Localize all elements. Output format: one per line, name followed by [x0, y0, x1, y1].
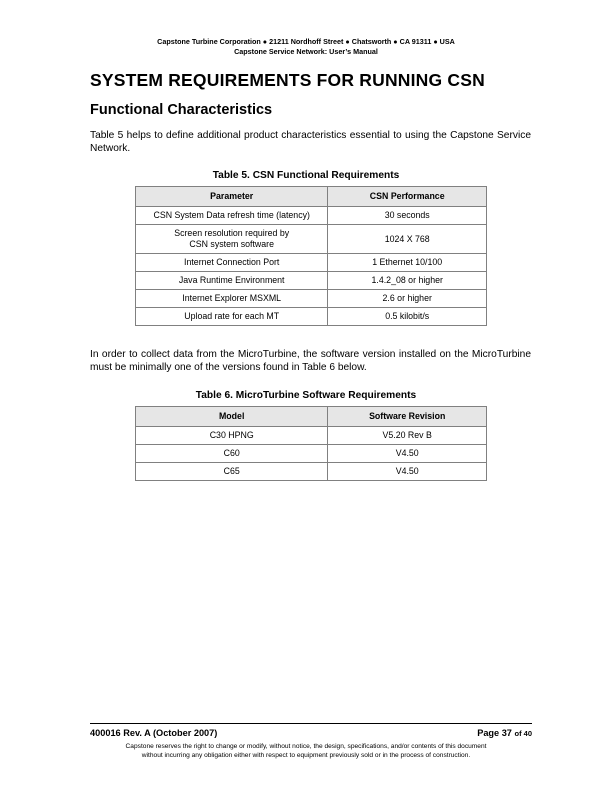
table-header-cell: Software Revision [328, 407, 487, 427]
table-cell: 1 Ethernet 10/100 [328, 254, 487, 272]
disclaimer-line: without incurring any obligation either with respect to equipment previously sold or in the process of construction. [141, 752, 471, 759]
page-label: Page 37 [477, 728, 512, 738]
section-title: SYSTEM REQUIREMENTS FOR RUNNING CSN [90, 70, 485, 90]
table-row [136, 445, 487, 463]
table-cell: CSN System Data refresh time (latency) [136, 207, 328, 225]
table-cell: Java Runtime Environment [136, 272, 328, 290]
table-cell: Upload rate for each MT [136, 308, 328, 326]
table-cell: V5.20 Rev B [328, 427, 487, 445]
disclaimer-line: Capstone reserves the right to change or modify, without notice, the design, specifications, and/or contents of this document [125, 743, 487, 750]
table-header-cell: CSN Performance [328, 187, 487, 207]
header-address: Capstone Turbine Corporation ● 21211 Nordhoff Street ● Chatsworth ● CA 91311 ● USA [157, 37, 455, 46]
cell-line: Screen resolution required by [174, 228, 290, 238]
table5-caption: Table 5. CSN Functional Requirements [212, 170, 400, 181]
table-header-row [136, 187, 487, 207]
table-row [136, 272, 487, 290]
footer-disclaimer [0, 742, 612, 760]
table-row [136, 308, 487, 326]
table-header-cell: Model [136, 407, 328, 427]
table-cell: V4.50 [328, 463, 487, 481]
table-cell: 2.6 or higher [328, 290, 487, 308]
document-revision: 400016 Rev. A (October 2007) [90, 728, 218, 738]
table-row [136, 427, 487, 445]
table-cell: C65 [136, 463, 328, 481]
table6-caption: Table 6. MicroTurbine Software Requirements [195, 390, 417, 401]
page-header [0, 37, 612, 57]
footer-divider [90, 723, 532, 724]
table-cell: Internet Connection Port [136, 254, 328, 272]
subsection-title: Functional Characteristics [90, 102, 273, 118]
table-cell: C30 HPNG [136, 427, 328, 445]
header-manual-title: Capstone Service Network: User’s Manual [234, 47, 378, 56]
intro-paragraph: Table 5 helps to define additional product characteristics essential to using the Capstone Service Network. [90, 130, 531, 154]
table-cell: Internet Explorer MSXML [136, 290, 328, 308]
table-header-cell: Parameter [136, 187, 328, 207]
table5 [135, 186, 487, 326]
page-total: of 40 [514, 729, 532, 738]
page-number [477, 728, 532, 738]
table-row [136, 225, 487, 254]
table-cell [136, 225, 328, 254]
software-paragraph: In order to collect data from the MicroTurbine, the software version installed on the MicroTurbine must be minimally one of the versions found in Table 6 below. [90, 349, 531, 373]
cell-line: CSN system software [189, 239, 274, 249]
table-cell: 1.4.2_08 or higher [328, 272, 487, 290]
table-row [136, 254, 487, 272]
table6 [135, 406, 487, 481]
table-row [136, 207, 487, 225]
table-cell: 30 seconds [328, 207, 487, 225]
table-row [136, 290, 487, 308]
table-cell: V4.50 [328, 445, 487, 463]
table-row [136, 463, 487, 481]
table-cell: 1024 X 768 [328, 225, 487, 254]
table-cell: C60 [136, 445, 328, 463]
table-header-row [136, 407, 487, 427]
table-cell: 0.5 kilobit/s [328, 308, 487, 326]
